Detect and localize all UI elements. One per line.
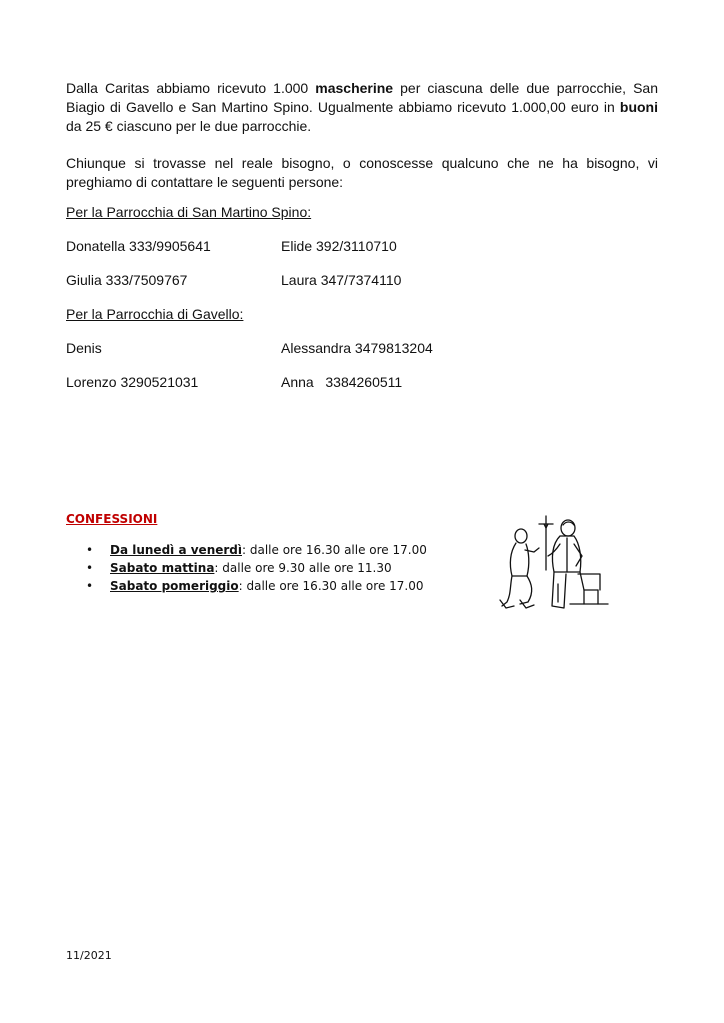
footer-date: 11/2021 xyxy=(66,949,112,962)
contact-donatella: Donatella 333/9905641 xyxy=(66,238,211,254)
schedule-day: Sabato mattina xyxy=(110,561,215,575)
schedule-item-weekdays xyxy=(84,541,427,559)
contact-elide: Elide 392/3110710 xyxy=(281,238,397,254)
contact-laura: Laura 347/7374110 xyxy=(281,272,402,288)
bullet-icon: • xyxy=(86,543,94,557)
intro-text-c: da 25 € ciascuno per le due parrocchie. xyxy=(66,118,312,134)
schedule-day: Da lunedì a venerdì xyxy=(110,543,242,557)
san-martino-heading: Per la Parrocchia di San Martino Spino: xyxy=(66,204,312,220)
contact-anna: Anna 3384260511 xyxy=(281,374,403,390)
bullet-icon: • xyxy=(86,579,94,593)
contact-giulia: Giulia 333/7509767 xyxy=(66,272,188,288)
confessioni-schedule-list xyxy=(84,541,427,595)
intro-bold-buoni: buoni xyxy=(619,99,658,115)
contact-denis: Denis xyxy=(66,340,102,356)
contact-alessandra: Alessandra 3479813204 xyxy=(281,340,433,356)
schedule-day: Sabato pomeriggio xyxy=(110,579,239,593)
contact-lorenzo: Lorenzo 3290521031 xyxy=(66,374,199,390)
intro-bold-mascherine: mascherine xyxy=(315,80,394,96)
schedule-item-saturday-morning xyxy=(84,559,427,577)
schedule-time: : dalle ore 16.30 alle ore 17.00 xyxy=(242,543,427,557)
confessioni-title: CONFESSIONI xyxy=(66,512,158,526)
intro-paragraph-2: Chiunque si trovasse nel reale bisogno, o conoscesse qualcuno che ne ha bisogno, vi preghiamo di contattare le seguenti persone: xyxy=(66,155,658,190)
intro-text-a: Dalla Caritas abbiamo ricevuto 1.000 xyxy=(66,80,316,96)
gavello-heading: Per la Parrocchia di Gavello: xyxy=(66,306,244,322)
schedule-item-saturday-afternoon xyxy=(84,577,427,595)
schedule-time: : dalle ore 9.30 alle ore 11.30 xyxy=(214,561,392,575)
schedule-time: : dalle ore 16.30 alle ore 17.00 xyxy=(238,579,424,593)
confession-illustration-icon xyxy=(494,514,610,619)
intro-paragraph-1 xyxy=(66,79,658,136)
intro-text-b: per ciascuna delle due parrocchie, San Biagio di Gavello e San Martino Spino. Ugualmente abbiamo ricevuto 1.000,00 euro in xyxy=(66,80,658,115)
bullet-icon: • xyxy=(86,561,94,575)
